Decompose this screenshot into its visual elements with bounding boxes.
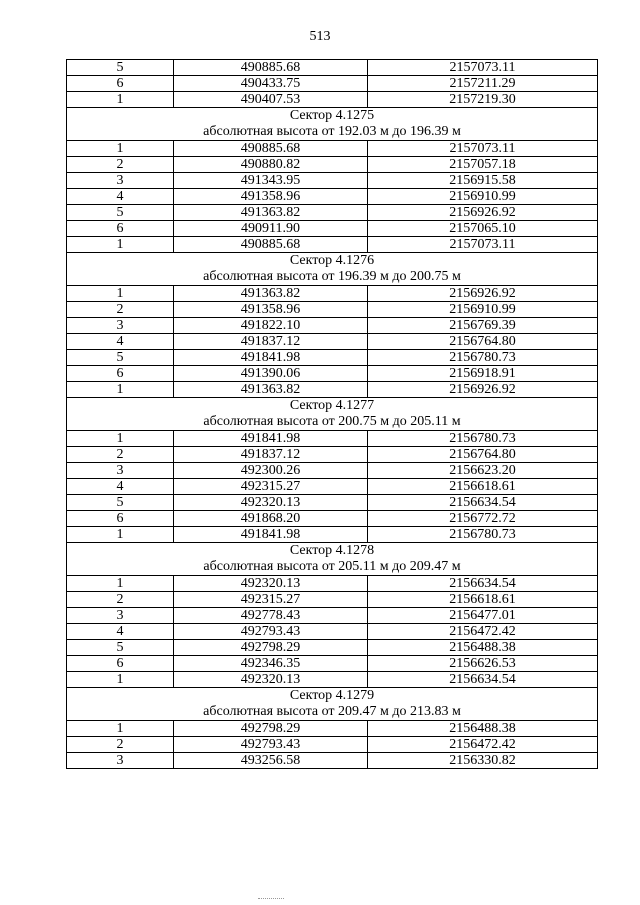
- y-coordinate-cell: 2157073.11: [368, 60, 598, 76]
- table-row: [67, 366, 598, 382]
- sector-title-row: [67, 108, 598, 125]
- table-row: [67, 318, 598, 334]
- coordinates-table-body: [67, 60, 598, 769]
- sector-height-row: [67, 269, 598, 286]
- point-number-cell: 5: [67, 640, 174, 656]
- sector-title-row: [67, 398, 598, 415]
- x-coordinate-cell: 490911.90: [174, 221, 368, 237]
- x-coordinate-cell: 492320.13: [174, 576, 368, 592]
- table-row: [67, 592, 598, 608]
- point-number-cell: 3: [67, 463, 174, 479]
- x-coordinate-cell: 491822.10: [174, 318, 368, 334]
- x-coordinate-cell: 492315.27: [174, 479, 368, 495]
- y-coordinate-cell: 2156764.80: [368, 334, 598, 350]
- table-row: [67, 753, 598, 769]
- y-coordinate-cell: 2156764.80: [368, 447, 598, 463]
- y-coordinate-cell: 2156472.42: [368, 624, 598, 640]
- y-coordinate-cell: 2156626.53: [368, 656, 598, 672]
- point-number-cell: 1: [67, 527, 174, 543]
- sector-title-row: [67, 688, 598, 705]
- point-number-cell: 1: [67, 576, 174, 592]
- y-coordinate-cell: 2156910.99: [368, 302, 598, 318]
- table-row: [67, 511, 598, 527]
- x-coordinate-cell: 491390.06: [174, 366, 368, 382]
- point-number-cell: 4: [67, 334, 174, 350]
- point-number-cell: 6: [67, 366, 174, 382]
- x-coordinate-cell: 492300.26: [174, 463, 368, 479]
- y-coordinate-cell: 2156488.38: [368, 721, 598, 737]
- point-number-cell: 2: [67, 447, 174, 463]
- x-coordinate-cell: 491841.98: [174, 527, 368, 543]
- point-number-cell: 1: [67, 141, 174, 157]
- table-row: [67, 189, 598, 205]
- point-number-cell: 1: [67, 382, 174, 398]
- table-row: [67, 141, 598, 157]
- point-number-cell: 1: [67, 286, 174, 302]
- table-row: [67, 157, 598, 173]
- y-coordinate-cell: 2156926.92: [368, 205, 598, 221]
- table-row: [67, 286, 598, 302]
- table-row: [67, 431, 598, 447]
- x-coordinate-cell: 492320.13: [174, 672, 368, 688]
- table-row: [67, 447, 598, 463]
- y-coordinate-cell: 2156477.01: [368, 608, 598, 624]
- x-coordinate-cell: 491363.82: [174, 382, 368, 398]
- y-coordinate-cell: 2156910.99: [368, 189, 598, 205]
- sector-title: Сектор 4.1279: [67, 688, 598, 705]
- table-row: [67, 672, 598, 688]
- x-coordinate-cell: 492315.27: [174, 592, 368, 608]
- x-coordinate-cell: 493256.58: [174, 753, 368, 769]
- y-coordinate-cell: 2157073.11: [368, 237, 598, 253]
- point-number-cell: 6: [67, 221, 174, 237]
- table-row: [67, 479, 598, 495]
- y-coordinate-cell: 2156780.73: [368, 431, 598, 447]
- sector-height: абсолютная высота от 209.47 м до 213.83 м: [67, 704, 598, 721]
- sector-height-row: [67, 704, 598, 721]
- point-number-cell: 3: [67, 753, 174, 769]
- point-number-cell: 4: [67, 624, 174, 640]
- point-number-cell: 5: [67, 350, 174, 366]
- x-coordinate-cell: 490880.82: [174, 157, 368, 173]
- point-number-cell: 2: [67, 302, 174, 318]
- point-number-cell: 1: [67, 92, 174, 108]
- scan-artifact: [258, 898, 284, 899]
- table-row: [67, 350, 598, 366]
- table-row: [67, 92, 598, 108]
- x-coordinate-cell: 491358.96: [174, 302, 368, 318]
- x-coordinate-cell: 491868.20: [174, 511, 368, 527]
- x-coordinate-cell: 492793.43: [174, 737, 368, 753]
- x-coordinate-cell: 491841.98: [174, 350, 368, 366]
- y-coordinate-cell: 2156623.20: [368, 463, 598, 479]
- sector-height: абсолютная высота от 196.39 м до 200.75 м: [67, 269, 598, 286]
- sector-title: Сектор 4.1275: [67, 108, 598, 125]
- y-coordinate-cell: 2156634.54: [368, 495, 598, 511]
- table-row: [67, 463, 598, 479]
- sector-title-row: [67, 253, 598, 270]
- table-row: [67, 237, 598, 253]
- y-coordinate-cell: 2157065.10: [368, 221, 598, 237]
- point-number-cell: 5: [67, 60, 174, 76]
- y-coordinate-cell: 2157057.18: [368, 157, 598, 173]
- y-coordinate-cell: 2156780.73: [368, 350, 598, 366]
- page-number: 513: [309, 29, 331, 44]
- table-row: [67, 205, 598, 221]
- table-row: [67, 640, 598, 656]
- table-row: [67, 76, 598, 92]
- x-coordinate-cell: 492778.43: [174, 608, 368, 624]
- point-number-cell: 1: [67, 721, 174, 737]
- coordinates-table: [66, 59, 598, 769]
- sector-title: Сектор 4.1276: [67, 253, 598, 270]
- table-row: [67, 173, 598, 189]
- y-coordinate-cell: 2156618.61: [368, 479, 598, 495]
- table-row: [67, 302, 598, 318]
- table-row: [67, 608, 598, 624]
- table-row: [67, 721, 598, 737]
- table-row: [67, 221, 598, 237]
- point-number-cell: 6: [67, 76, 174, 92]
- x-coordinate-cell: 491343.95: [174, 173, 368, 189]
- table-row: [67, 334, 598, 350]
- sector-height: абсолютная высота от 192.03 м до 196.39 м: [67, 124, 598, 141]
- x-coordinate-cell: 490885.68: [174, 60, 368, 76]
- x-coordinate-cell: 491841.98: [174, 431, 368, 447]
- x-coordinate-cell: 492793.43: [174, 624, 368, 640]
- y-coordinate-cell: 2156915.58: [368, 173, 598, 189]
- sector-height: абсолютная высота от 205.11 м до 209.47 м: [67, 559, 598, 576]
- sector-height-row: [67, 124, 598, 141]
- x-coordinate-cell: 491363.82: [174, 205, 368, 221]
- y-coordinate-cell: 2156618.61: [368, 592, 598, 608]
- x-coordinate-cell: 490433.75: [174, 76, 368, 92]
- y-coordinate-cell: 2156769.39: [368, 318, 598, 334]
- y-coordinate-cell: 2156780.73: [368, 527, 598, 543]
- y-coordinate-cell: 2156772.72: [368, 511, 598, 527]
- y-coordinate-cell: 2157219.30: [368, 92, 598, 108]
- point-number-cell: 3: [67, 608, 174, 624]
- y-coordinate-cell: 2156330.82: [368, 753, 598, 769]
- x-coordinate-cell: 492798.29: [174, 640, 368, 656]
- table-row: [67, 576, 598, 592]
- table-row: [67, 60, 598, 76]
- point-number-cell: 4: [67, 189, 174, 205]
- x-coordinate-cell: 492320.13: [174, 495, 368, 511]
- point-number-cell: 4: [67, 479, 174, 495]
- y-coordinate-cell: 2157211.29: [368, 76, 598, 92]
- x-coordinate-cell: 492798.29: [174, 721, 368, 737]
- point-number-cell: 2: [67, 592, 174, 608]
- point-number-cell: 1: [67, 431, 174, 447]
- x-coordinate-cell: 491837.12: [174, 334, 368, 350]
- y-coordinate-cell: 2156926.92: [368, 382, 598, 398]
- x-coordinate-cell: 490885.68: [174, 141, 368, 157]
- x-coordinate-cell: 490885.68: [174, 237, 368, 253]
- table-row: [67, 527, 598, 543]
- point-number-cell: 5: [67, 495, 174, 511]
- sector-title: Сектор 4.1277: [67, 398, 598, 415]
- point-number-cell: 6: [67, 511, 174, 527]
- y-coordinate-cell: 2156488.38: [368, 640, 598, 656]
- table-row: [67, 382, 598, 398]
- point-number-cell: 6: [67, 656, 174, 672]
- y-coordinate-cell: 2156634.54: [368, 672, 598, 688]
- point-number-cell: 3: [67, 173, 174, 189]
- x-coordinate-cell: 490407.53: [174, 92, 368, 108]
- table-row: [67, 495, 598, 511]
- y-coordinate-cell: 2156918.91: [368, 366, 598, 382]
- point-number-cell: 2: [67, 157, 174, 173]
- y-coordinate-cell: 2156634.54: [368, 576, 598, 592]
- table-row: [67, 737, 598, 753]
- sector-height-row: [67, 559, 598, 576]
- point-number-cell: 3: [67, 318, 174, 334]
- point-number-cell: 5: [67, 205, 174, 221]
- x-coordinate-cell: 492346.35: [174, 656, 368, 672]
- y-coordinate-cell: 2156926.92: [368, 286, 598, 302]
- sector-title-row: [67, 543, 598, 560]
- point-number-cell: 1: [67, 237, 174, 253]
- table-row: [67, 624, 598, 640]
- x-coordinate-cell: 491837.12: [174, 447, 368, 463]
- x-coordinate-cell: 491363.82: [174, 286, 368, 302]
- y-coordinate-cell: 2157073.11: [368, 141, 598, 157]
- point-number-cell: 1: [67, 672, 174, 688]
- sector-title: Сектор 4.1278: [67, 543, 598, 560]
- sector-height: абсолютная высота от 200.75 м до 205.11 м: [67, 414, 598, 431]
- x-coordinate-cell: 491358.96: [174, 189, 368, 205]
- sector-height-row: [67, 414, 598, 431]
- table-row: [67, 656, 598, 672]
- y-coordinate-cell: 2156472.42: [368, 737, 598, 753]
- point-number-cell: 2: [67, 737, 174, 753]
